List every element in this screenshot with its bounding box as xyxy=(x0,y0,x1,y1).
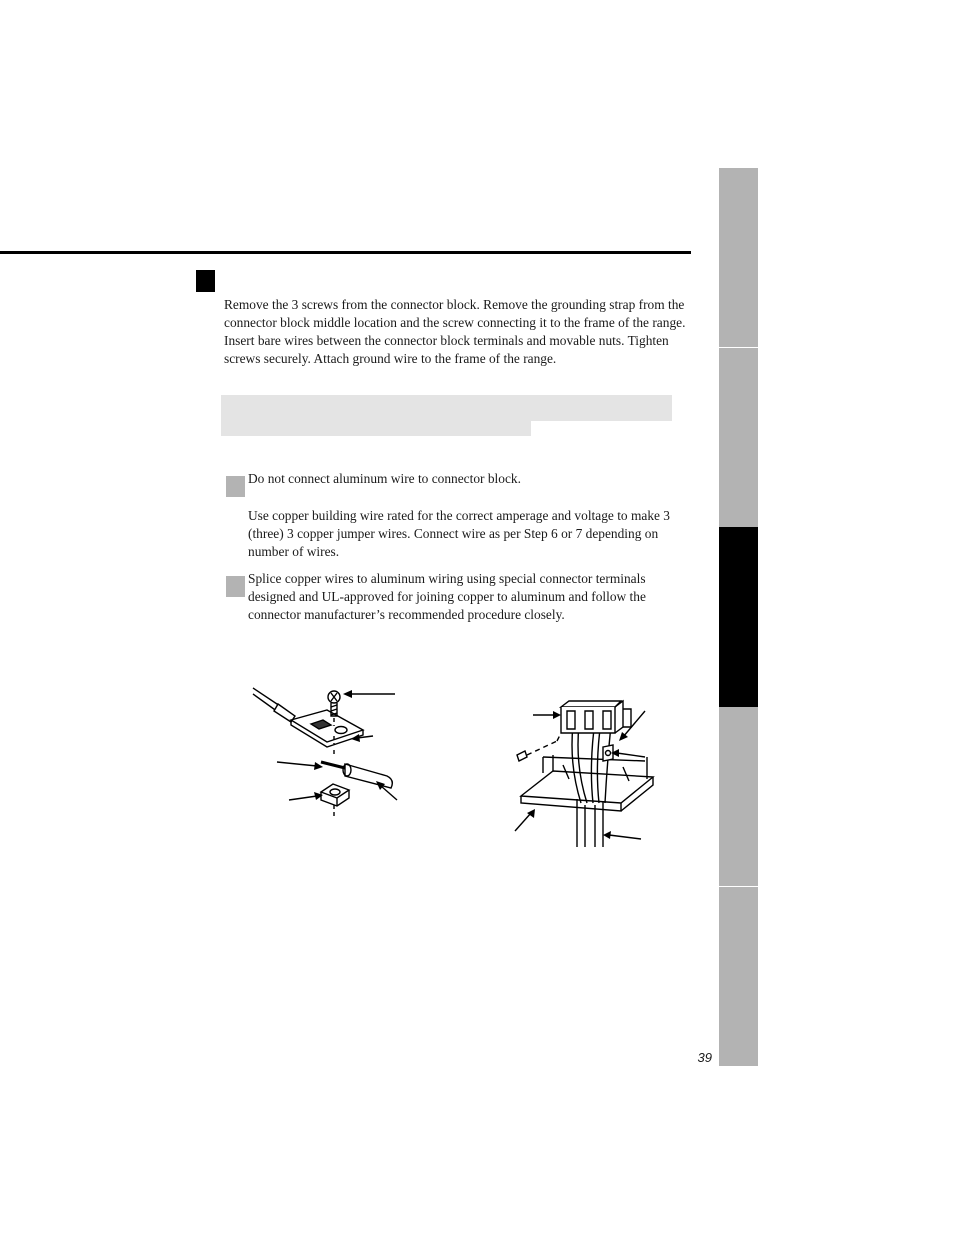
section-tab[interactable] xyxy=(719,887,758,1066)
terminal-assembly-illustration xyxy=(245,680,405,825)
highlight-band-tail xyxy=(221,421,531,436)
note-bullet xyxy=(226,476,245,497)
section-tab[interactable] xyxy=(719,168,758,347)
header-rule xyxy=(0,251,691,254)
section-tabs xyxy=(719,168,758,1066)
section-tab-active[interactable] xyxy=(719,527,758,707)
section-tab[interactable] xyxy=(719,707,758,886)
section-tab[interactable] xyxy=(719,348,758,527)
copper-wire-note: Use copper building wire rated for the correct amperage and voltage to make 3 (three) 3 copper jumper wires. Connect wire as per Step 6 or 7 depending on number of wires. xyxy=(248,508,671,559)
instructions-paragraph: Remove the 3 screws from the connector block. Remove the grounding strap from the connector block middle location and the screw connecting it to the frame of the range. Insert bare wires between the connector block terminals and movable nuts. Tighten screws securely. Attach ground wire to the frame of the range. xyxy=(224,297,686,366)
connector-block-illustration xyxy=(505,695,665,853)
note-bullet xyxy=(226,576,245,597)
aluminum-warning-note: Do not connect aluminum wire to connector block. xyxy=(248,471,521,486)
step-marker xyxy=(196,270,215,292)
highlight-band xyxy=(221,395,672,421)
page-number: 39 xyxy=(697,1050,712,1065)
splice-note: Splice copper wires to aluminum wiring using special connector terminals designed and UL-approved for joining copper to aluminum and follow the connector manufacturer’s recommended procedure closely. xyxy=(248,571,646,622)
